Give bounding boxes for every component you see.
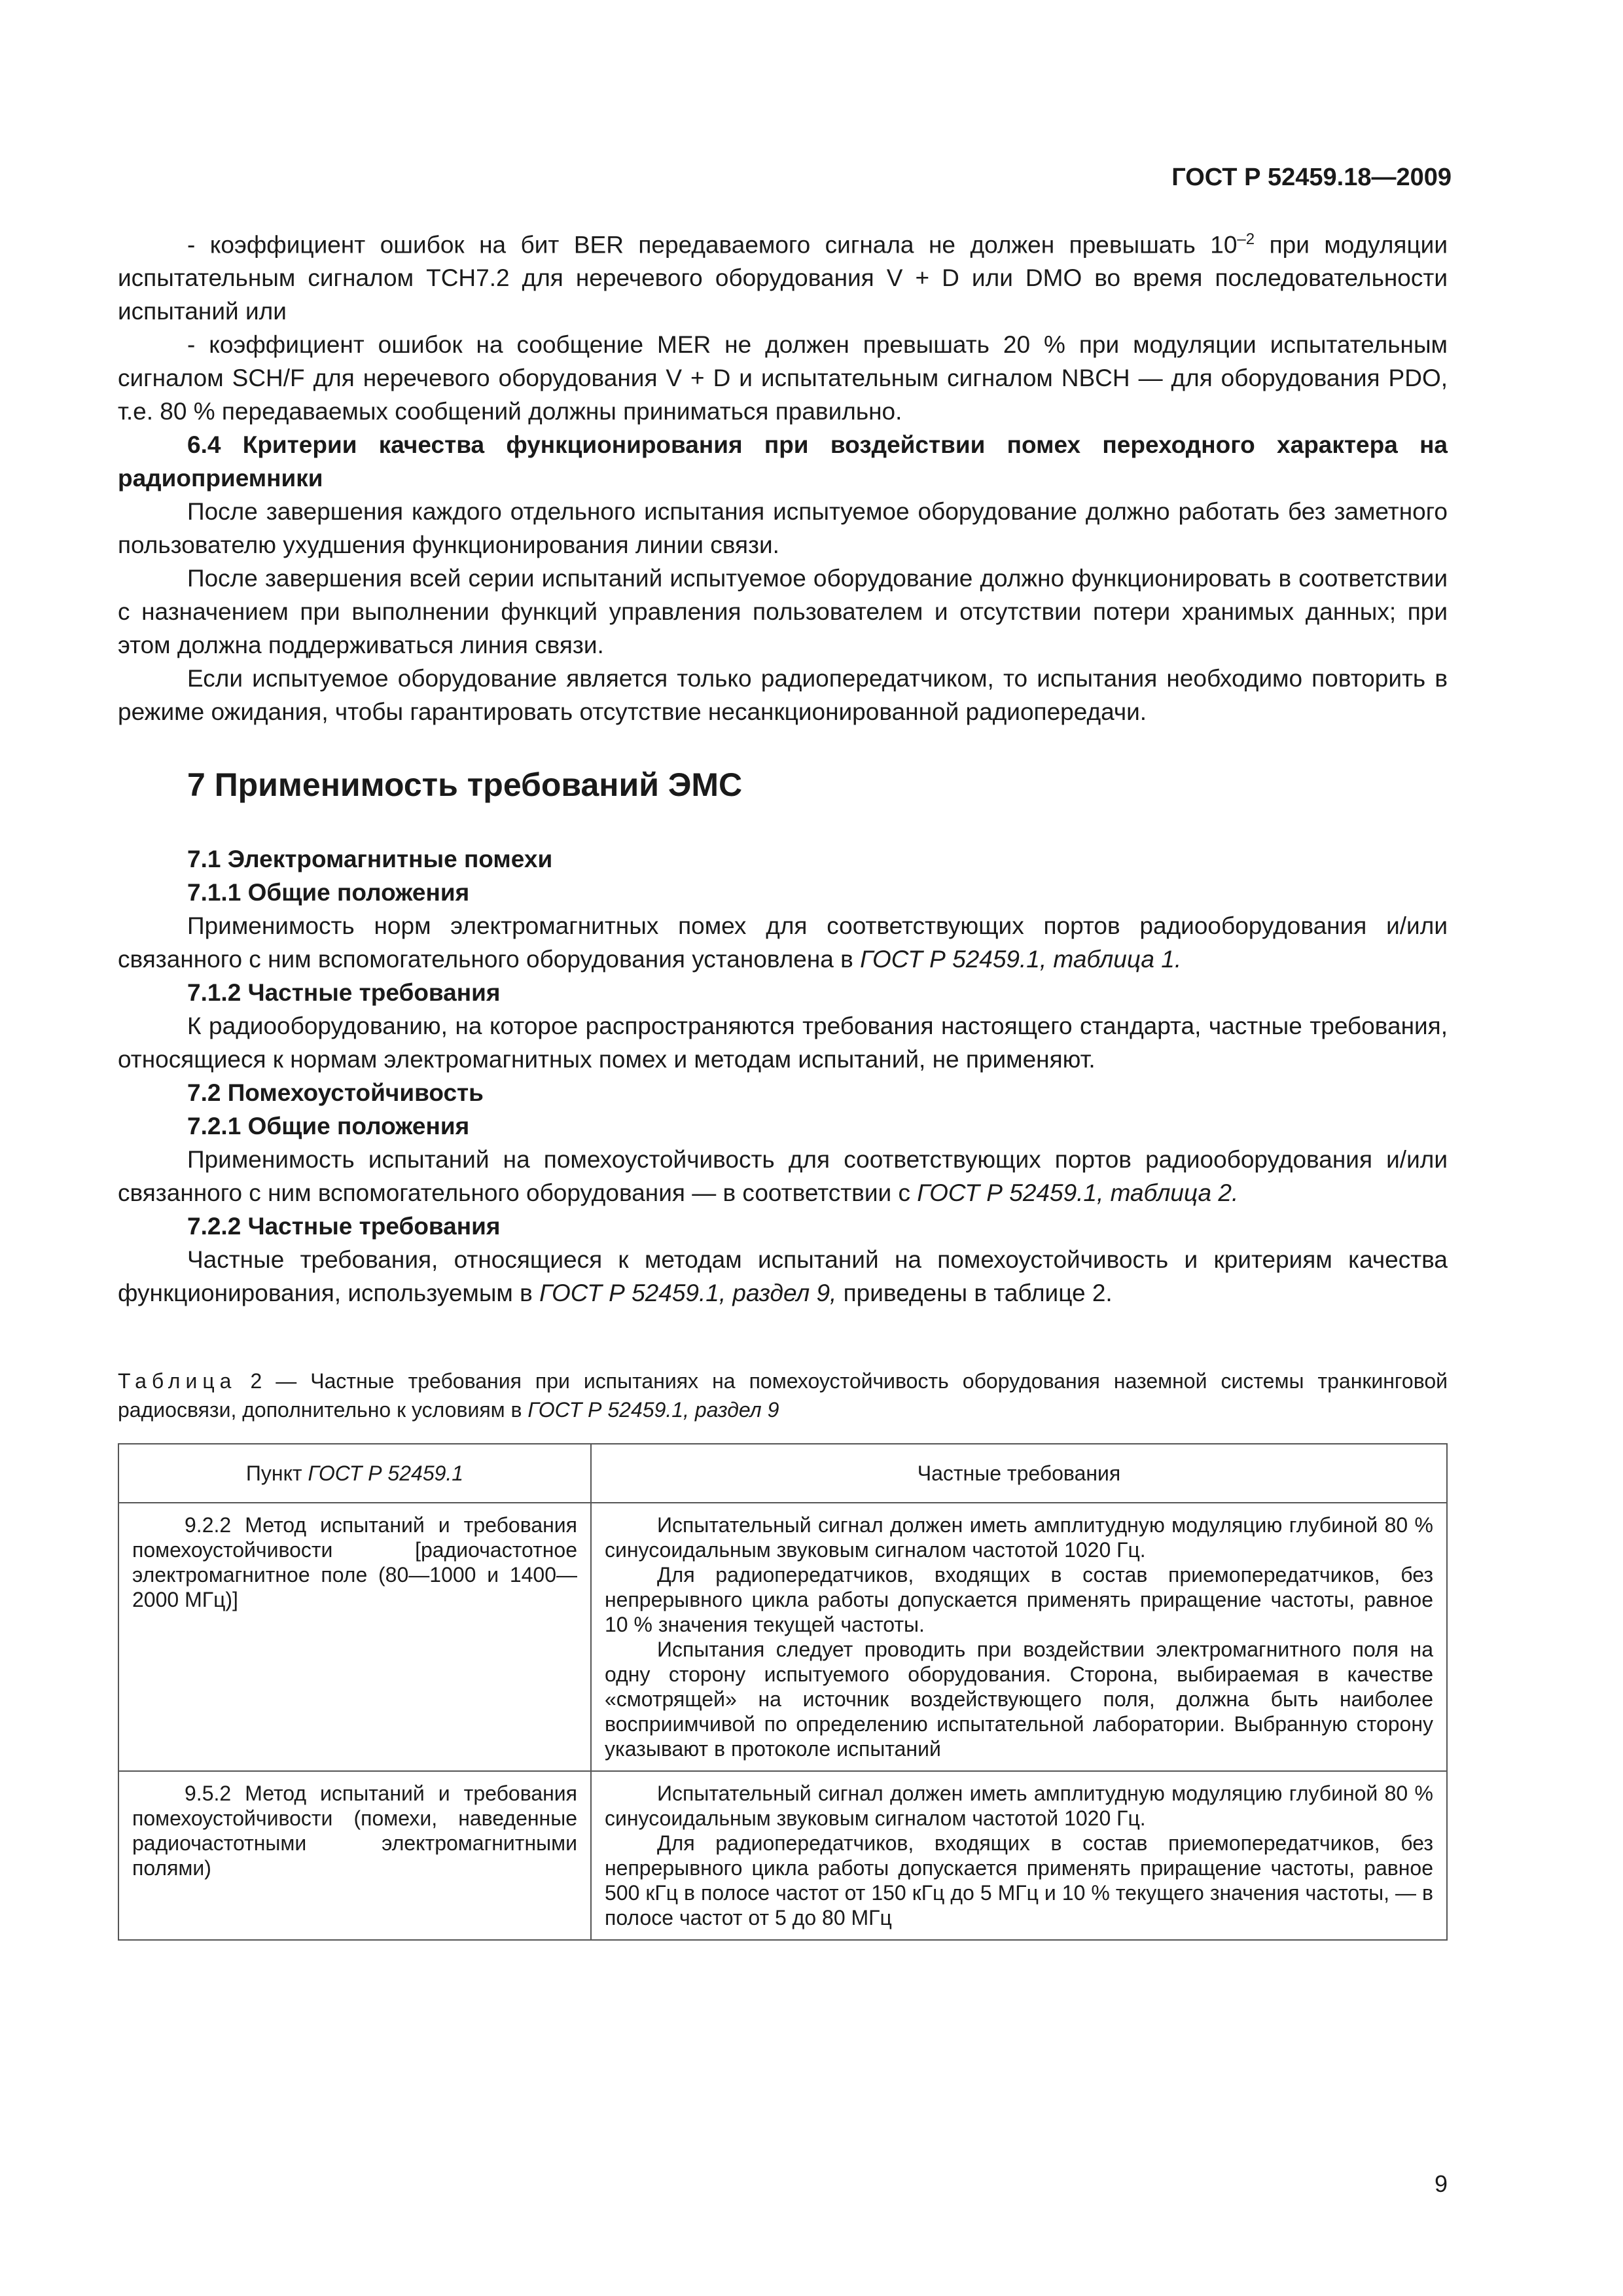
table-cell-requirements	[591, 1771, 1447, 1940]
section-7-title: 7 Применимость требований ЭМС	[187, 766, 743, 804]
paragraph-transmitter-only: Если испытуемое оборудование является только радиопередатчиком, то испытания необходимо повторить в режиме ожидания, чтобы гарантировать отсутствие несанкционированной радиопередачи.	[118, 665, 1448, 726]
column-header-clause-reference: ГОСТ Р 52459.1	[308, 1462, 464, 1485]
paragraph-7-2-2	[118, 1243, 1448, 1310]
requirement-text: Испытательный сигнал должен иметь амплитудную модуляцию глубиной 80 % синусоидальным звуковым сигналом частотой 1020 Гц.	[605, 1782, 1433, 1830]
heading-7-1-2: 7.1.2 Частные требования	[187, 979, 501, 1007]
paragraph-7-1-1	[118, 909, 1448, 976]
document-body	[118, 223, 1448, 1310]
exponent: –2	[1237, 230, 1255, 248]
table-cell-requirements	[591, 1503, 1447, 1771]
paragraph-7-1-1-text: Применимость норм электромагнитных помех для соответствующих портов радиооборудования и/или связанного с ним вспомогательного оборудования установлена в	[118, 912, 1448, 973]
heading-6-4-text: Критерии качества функционирования при воздействии помех переходного характера на радиоприемники	[118, 431, 1448, 492]
paragraph-after-series: После завершения всей серии испытаний испытуемое оборудование должно функционировать в соответствии с назначением при выполнении функций управления пользователем и отсутствии потери хранимых данных; при этом должна поддерживаться линия связи.	[118, 565, 1448, 659]
reference-7-2-2: ГОСТ Р 52459.1, раздел 9,	[539, 1280, 837, 1307]
reference-7-2-1: ГОСТ Р 52459.1, таблица 2.	[917, 1179, 1239, 1207]
table-row	[118, 1771, 1447, 1940]
paragraph-ber-text-b: при модуляции испытательным сигналом TCH7.2 для неречевого оборудования V + D или DMO во время последовательности испытаний или	[118, 231, 1448, 325]
paragraph-ber-text-a: - коэффициент ошибок на бит BER передаваемого сигнала не должен превышать 10	[187, 231, 1238, 259]
requirement-text: Испытания следует проводить при воздействии электромагнитного поля на одну сторону испытуемого оборудования. Сторона, выбираемая в качестве «смотрящей» на источник воздействующего поля, должна быть наиболее восприимчивой по определению испытательной лаборатории. Выбранную сторону указывают в протоколе испытаний	[605, 1638, 1433, 1761]
column-header-requirements: Частные требования	[591, 1444, 1447, 1503]
paragraph-7-2-2-text-b: приведены в таблице 2.	[836, 1280, 1113, 1307]
heading-7-1: 7.1 Электромагнитные помехи	[187, 846, 553, 873]
heading-7-2-2: 7.2.2 Частные требования	[187, 1213, 501, 1240]
heading-7-2-1: 7.2.1 Общие положения	[187, 1113, 470, 1140]
paragraph-mer: - коэффициент ошибок на сообщение MER не должен превышать 20 % при модуляции испытательным сигналом SCH/F для неречевого оборудования V + D и испытательным сигналом NBCH — для оборудования PDO, т.е. 80 % передаваемых сообщений должны приниматься правильно.	[118, 331, 1448, 425]
table-row	[118, 1503, 1447, 1771]
paragraph-7-1-2: К радиооборудованию, на которое распространяются требования настоящего стандарта, частные требования, относящиеся к нормам электромагнитных помех и методам испытаний, не применяют.	[118, 1013, 1448, 1073]
paragraph-7-2-1	[118, 1143, 1448, 1210]
paragraph-ber	[118, 223, 1448, 328]
requirement-text: Испытательный сигнал должен иметь амплитудную модуляцию глубиной 80 % синусоидальным звуковым сигналом частотой 1020 Гц.	[605, 1513, 1433, 1562]
heading-6-4-number: 6.4	[187, 431, 221, 459]
table-caption-label: Таблица	[118, 1369, 237, 1393]
table-caption-reference: ГОСТ Р 52459.1, раздел 9	[527, 1398, 779, 1422]
requirement-text: Для радиопередатчиков, входящих в состав приемопередатчиков, без непрерывного цикла работы допускается применять приращение частоты, равное 500 кГц в полосе частот от 150 кГц до 5 МГц и 10 % текущего значения частоты, — в полосе частот от 5 до 80 МГц	[605, 1831, 1433, 1929]
heading-7-1-1: 7.1.1 Общие положения	[187, 879, 470, 906]
paragraph-7-2-1-text: Применимость испытаний на помехоустойчивость для соответствующих портов радиооборудования и/или связанного с ним вспомогательного оборудования — в соответствии с	[118, 1146, 1448, 1207]
heading-6-4	[118, 428, 1448, 495]
requirements-table	[118, 1443, 1448, 1941]
table-cell-clause: 9.2.2 Метод испытаний и требования помехоустойчивости [радиочастотное электромагнитное поле (80—1000 и 1400—2000 МГц)]	[118, 1503, 591, 1771]
table-caption-text: 2 — Частные требования при испытаниях на помехоустойчивость оборудования наземной системы транкинговой радиосвязи, дополнительно к условиям в	[118, 1369, 1448, 1422]
requirement-text: Для радиопередатчиков, входящих в состав приемопередатчиков, без непрерывного цикла работы допускается применять приращение частоты, равное 10 % значения текущей частоты.	[605, 1563, 1433, 1636]
table-header-row	[118, 1444, 1447, 1503]
column-header-clause-text: Пункт	[245, 1462, 308, 1485]
reference-7-1-1: ГОСТ Р 52459.1, таблица 1.	[860, 946, 1182, 973]
column-header-clause	[118, 1444, 591, 1503]
page-number: 9	[1434, 2170, 1448, 2197]
document-header: ГОСТ Р 52459.18—2009	[1171, 164, 1452, 191]
table-caption	[118, 1367, 1448, 1424]
heading-7-2: 7.2 Помехоустойчивость	[187, 1079, 484, 1107]
table-cell-clause: 9.5.2 Метод испытаний и требования помехоустойчивости (помехи, наведенные радиочастотными электромагнитными полями)	[118, 1771, 591, 1940]
paragraph-7-2-2-text-a: Частные требования, относящиеся к методам испытаний на помехоустойчивость и критериям качества функционирования, используемым в	[118, 1246, 1448, 1307]
paragraph-after-each-test: После завершения каждого отдельного испытания испытуемое оборудование должно работать без заметного пользователю ухудшения функционирования линии связи.	[118, 498, 1448, 559]
